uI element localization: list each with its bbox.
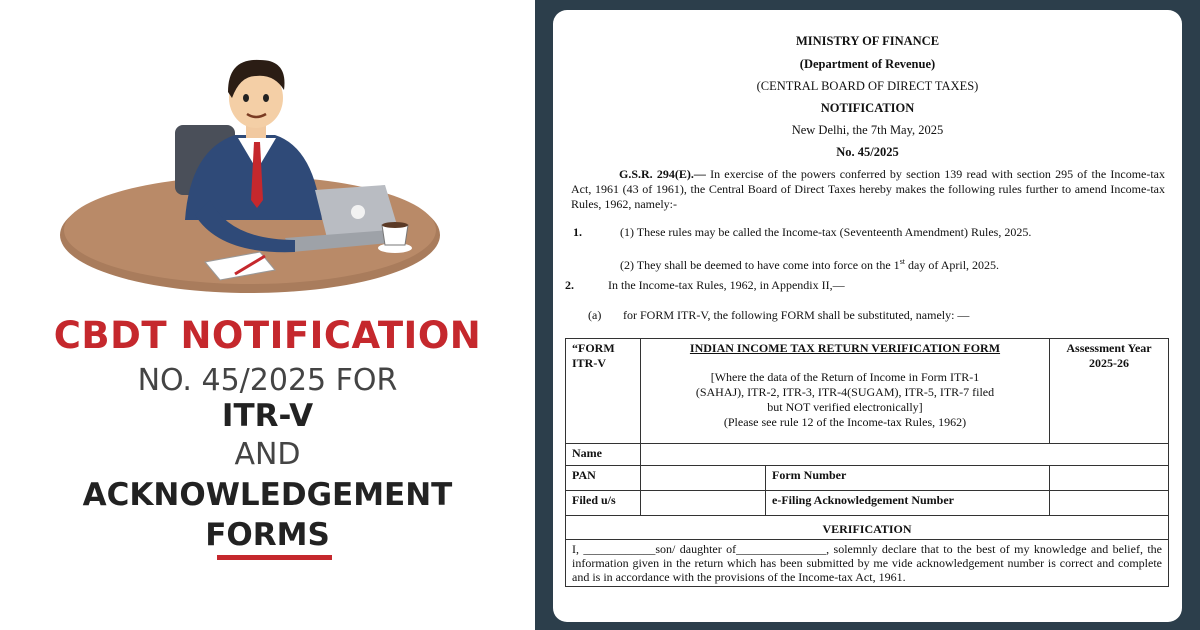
gsr-text: In exercise of the powers conferred by section 139 read with section 295 of the Income-tax Act, 1961 (43 of 1961), the Central Board of Direct Taxes hereby makes the following rules further to amend Income-tax Rules, 1962, namely:- [571, 167, 1166, 211]
headline-line-2: NO. 45/2025 FOR [137, 363, 398, 398]
left-panel [0, 0, 535, 630]
form-label-cell: “FORM ITR-V [566, 339, 641, 444]
item-1b-prefix: (2) They shall be deemed to have come into force on the 1 [620, 258, 900, 272]
item-2-number: 2. [565, 278, 574, 292]
form-subtitle: [Where the data of the Return of Income in Form ITR-1 (SAHAJ), ITR-2, ITR-3, ITR-4(SUGAM), ITR-5, ITR-7 filed but NOT verified electronically] [695, 370, 995, 414]
headline-line-1: CBDT NOTIFICATION [53, 314, 482, 357]
verification-heading: VERIFICATION [566, 516, 1169, 540]
form-rule-note: (Please see rule 12 of the Income-tax Rules, 1962) [723, 415, 967, 429]
notification-document [553, 10, 1182, 622]
pan-label: PAN [566, 466, 641, 491]
item-2-text: In the Income-tax Rules, 1962, in Appendix II,— [608, 278, 845, 292]
efiling-ack-label: e-Filing Acknowledgement Number [766, 491, 1050, 516]
ministry-heading: MINISTRY OF FINANCE [795, 34, 940, 48]
item-a-number: (a) [588, 308, 602, 322]
headline-line-5: ACKNOWLEDGEMENT [82, 477, 453, 513]
verification-text: I, ____________son/ daughter of_______________, solemnly declare that to the best of my knowledge and belief, the information given in the return which has been submitted by me vide acknowledgement number is correct and complete and is in accordance with the provisions of the Income-tax Act, 1961. [566, 540, 1169, 587]
assessment-year-cell [1050, 339, 1169, 444]
item-1-text: (1) These rules may be called the Income-tax (Seventeenth Amendment) Rules, 2025. [620, 225, 1032, 239]
itr-v-form-table [565, 338, 1169, 587]
headline-line-6: FORMS [205, 517, 330, 553]
gsr-label: G.S.R. 294(E).— [619, 167, 706, 181]
headline-line-4: AND [234, 437, 301, 472]
filed-us-label: Filed u/s [566, 491, 641, 516]
item-1b-suffix: day of April, 2025. [905, 258, 1000, 272]
efiling-ack-value [1050, 491, 1169, 516]
item-1b-sup: st [899, 257, 906, 266]
notification-number: No. 45/2025 [836, 145, 899, 159]
form-number-label: Form Number [766, 466, 1050, 491]
businessman-laptop-illustration [60, 30, 460, 305]
gsr-paragraph [571, 167, 1165, 212]
headline-underline [217, 555, 332, 560]
place-date: New Delhi, the 7th May, 2025 [791, 123, 944, 137]
assessment-year-value: 2025-26 [1089, 356, 1129, 370]
form-title: INDIAN INCOME TAX RETURN VERIFICATION FORM [689, 341, 1001, 355]
name-value [641, 444, 1169, 466]
name-label: Name [566, 444, 641, 466]
item-a-text: for FORM ITR-V, the following FORM shall be substituted, namely: — [623, 308, 970, 322]
assessment-year-label: Assessment Year [1066, 341, 1152, 355]
filed-us-value [641, 491, 766, 516]
item-1-number: 1. [573, 225, 582, 239]
form-title-cell [641, 339, 1050, 444]
headline-line-3: ITR-V [221, 398, 314, 434]
board-heading: (CENTRAL BOARD OF DIRECT TAXES) [756, 79, 979, 93]
item-1b-text [620, 254, 1160, 273]
notification-heading: NOTIFICATION [820, 101, 915, 115]
department-heading: (Department of Revenue) [799, 57, 936, 71]
form-number-value [1050, 466, 1169, 491]
pan-value [641, 466, 766, 491]
